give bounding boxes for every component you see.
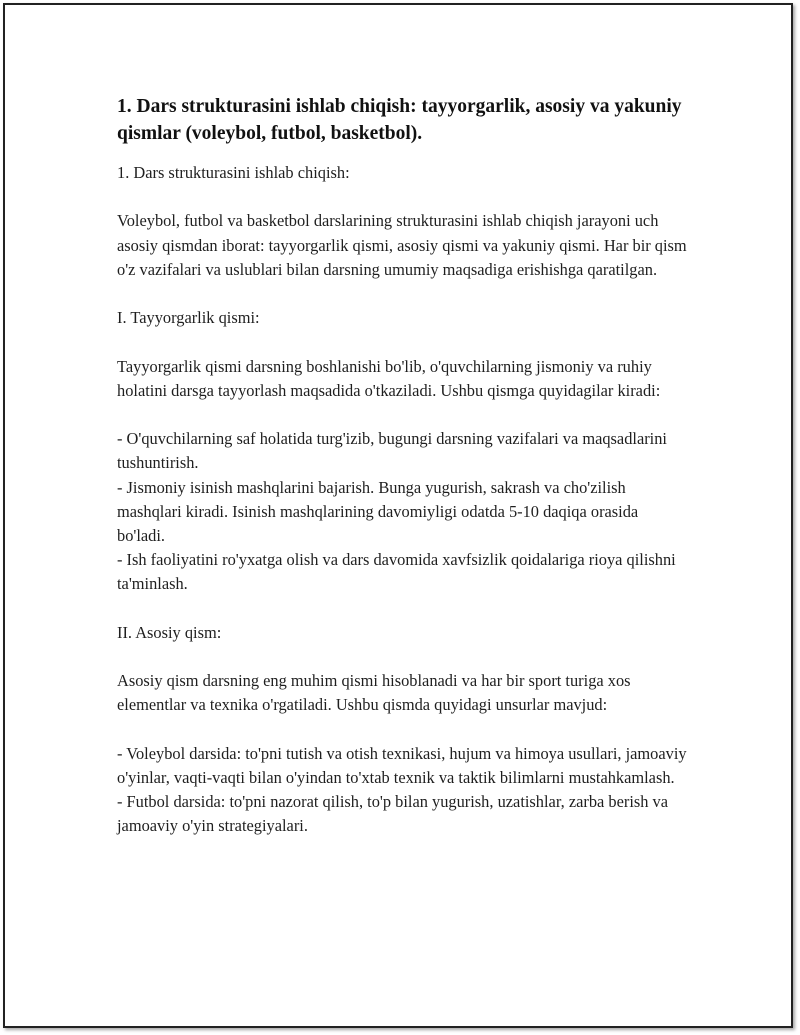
list-item: - Ish faoliyatini ro'yxatga olish va dars davomida xavfsizlik qoidalariga rioya qilishni ta'minlash.	[117, 550, 676, 594]
part2-list	[117, 742, 687, 839]
part1-paragraph: Tayyorgarlik qismi darsning boshlanishi bo'lib, o'quvchilarning jismoniy va ruhiy holatini darsga tayyorlash maqsadida o'tkaziladi. Ushbu qismga quyidagilar kiradi:	[117, 356, 661, 400]
list-item: - O'quvchilarning saf holatida turg'izib, bugungi darsning vazifalari va maqsadlarini tushuntirish.	[117, 429, 667, 473]
list-item: - Jismoniy isinish mashqlarini bajarish. Bunga yugurish, sakrash va cho'zilish mashqlari kiradi. Isinish mashqlarining davomiyligi odatda 5-10 daqiqa orasida bo'ladi.	[117, 477, 639, 545]
document-title: 1. Dars strukturasini ishlab chiqish: tayyorgarlik, asosiy va yakuniy qismlar (voleybol, futbol, basketbol).	[117, 96, 682, 144]
intro-paragraph: Voleybol, futbol va basketbol darslarining strukturasini ishlab chiqish jarayoni uch asosiy qismdan iborat: tayyorgarlik qismi, asosiy qismi va yakuniy qismi. Har bir qism o'z vazifalari va uslublari bilan darsning umumiy maqsadiga erishishga qaratilgan.	[117, 211, 687, 279]
part1-list	[117, 427, 687, 596]
document-content	[117, 93, 687, 863]
part1-heading: I. Tayyorgarlik qismi:	[117, 308, 260, 328]
section-heading: 1. Dars strukturasini ishlab chiqish:	[117, 163, 350, 182]
part2-paragraph: Asosiy qism darsning eng muhim qismi hisoblanadi va har bir sport turiga xos elementlar va texnika o'rgatiladi. Ushbu qismda quyidagi unsurlar mavjud:	[117, 671, 631, 715]
part2-heading: II. Asosiy qism:	[117, 622, 222, 642]
list-item: - Futbol darsida: to'pni nazorat qilish, to'p bilan yugurish, uzatishlar, zarba berish va jamoaviy o'yin strategiyalari.	[117, 792, 669, 836]
list-item: - Voleybol darsida: to'pni tutish va otish texnikasi, hujum va himoya usullari, jamoaviy o'yinlar, vaqti-vaqti bilan o'yindan to'xtab texnik va taktik bilimlarni mustahkamlash.	[117, 743, 687, 787]
